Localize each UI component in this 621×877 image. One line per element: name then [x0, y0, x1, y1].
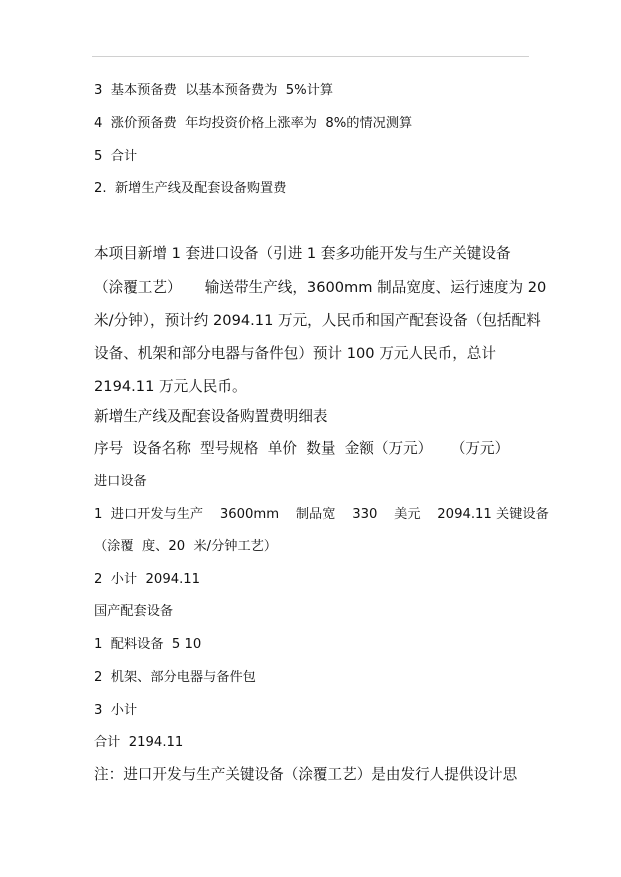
table-row-imported-1: 1 进口开发与生产 3600mm 制品宽 330 美元 2094.11 关键设备: [94, 507, 549, 522]
section-heading: 2. 新增生产线及配套设备购置费: [94, 181, 287, 196]
paragraph-line-3: 米/分钟），预计约 2094.11 万元，人民币和国产配套设备（包括配料: [94, 312, 541, 329]
table-group-domestic: 国产配套设备: [94, 604, 174, 619]
paragraph-line-1: 本项目新增 1 套进口设备（引进 1 套多功能开发与生产关键设备: [94, 245, 511, 262]
table-row-domestic-subtotal: 3 小计: [94, 703, 138, 718]
table-row-domestic-1: 1 配料设备 5 10: [94, 637, 202, 652]
paragraph-line-5: 2194.11 万元人民币。: [94, 378, 247, 395]
table-row-imported-1-cont: （涂覆 度、20 米/分钟工艺）: [94, 539, 278, 554]
table-row-domestic-2: 2 机架、部分电器与备件包: [94, 670, 256, 685]
paragraph-line-2: （涂覆工艺） 输送带生产线，3600mm 制品宽度、运行速度为 20: [94, 279, 547, 296]
paragraph-line-4: 设备、机架和部分电器与备件包）预计 100 万元人民币，总计: [94, 345, 496, 362]
header-rule: [92, 56, 529, 57]
table-title: 新增生产线及配套设备购置费明细表: [94, 408, 328, 425]
text-line-total: 5 合计: [94, 149, 138, 164]
text-line-reserve-price: 4 涨价预备费 年均投资价格上涨率为 8%的情况测算: [94, 116, 413, 131]
note-line: 注：进口开发与生产关键设备（涂覆工艺）是由发行人提供设计思: [94, 766, 518, 783]
table-row-grand-total: 合计 2194.11: [94, 735, 184, 750]
text-line-reserve-basic: 3 基本预备费 以基本预备费为 5%计算: [94, 83, 334, 98]
table-row-imported-subtotal: 2 小计 2094.11: [94, 572, 201, 587]
table-header: 序号 设备名称 型号规格 单价 数量 金额（万元） （万元）: [94, 440, 510, 457]
table-group-imported: 进口设备: [94, 474, 147, 489]
